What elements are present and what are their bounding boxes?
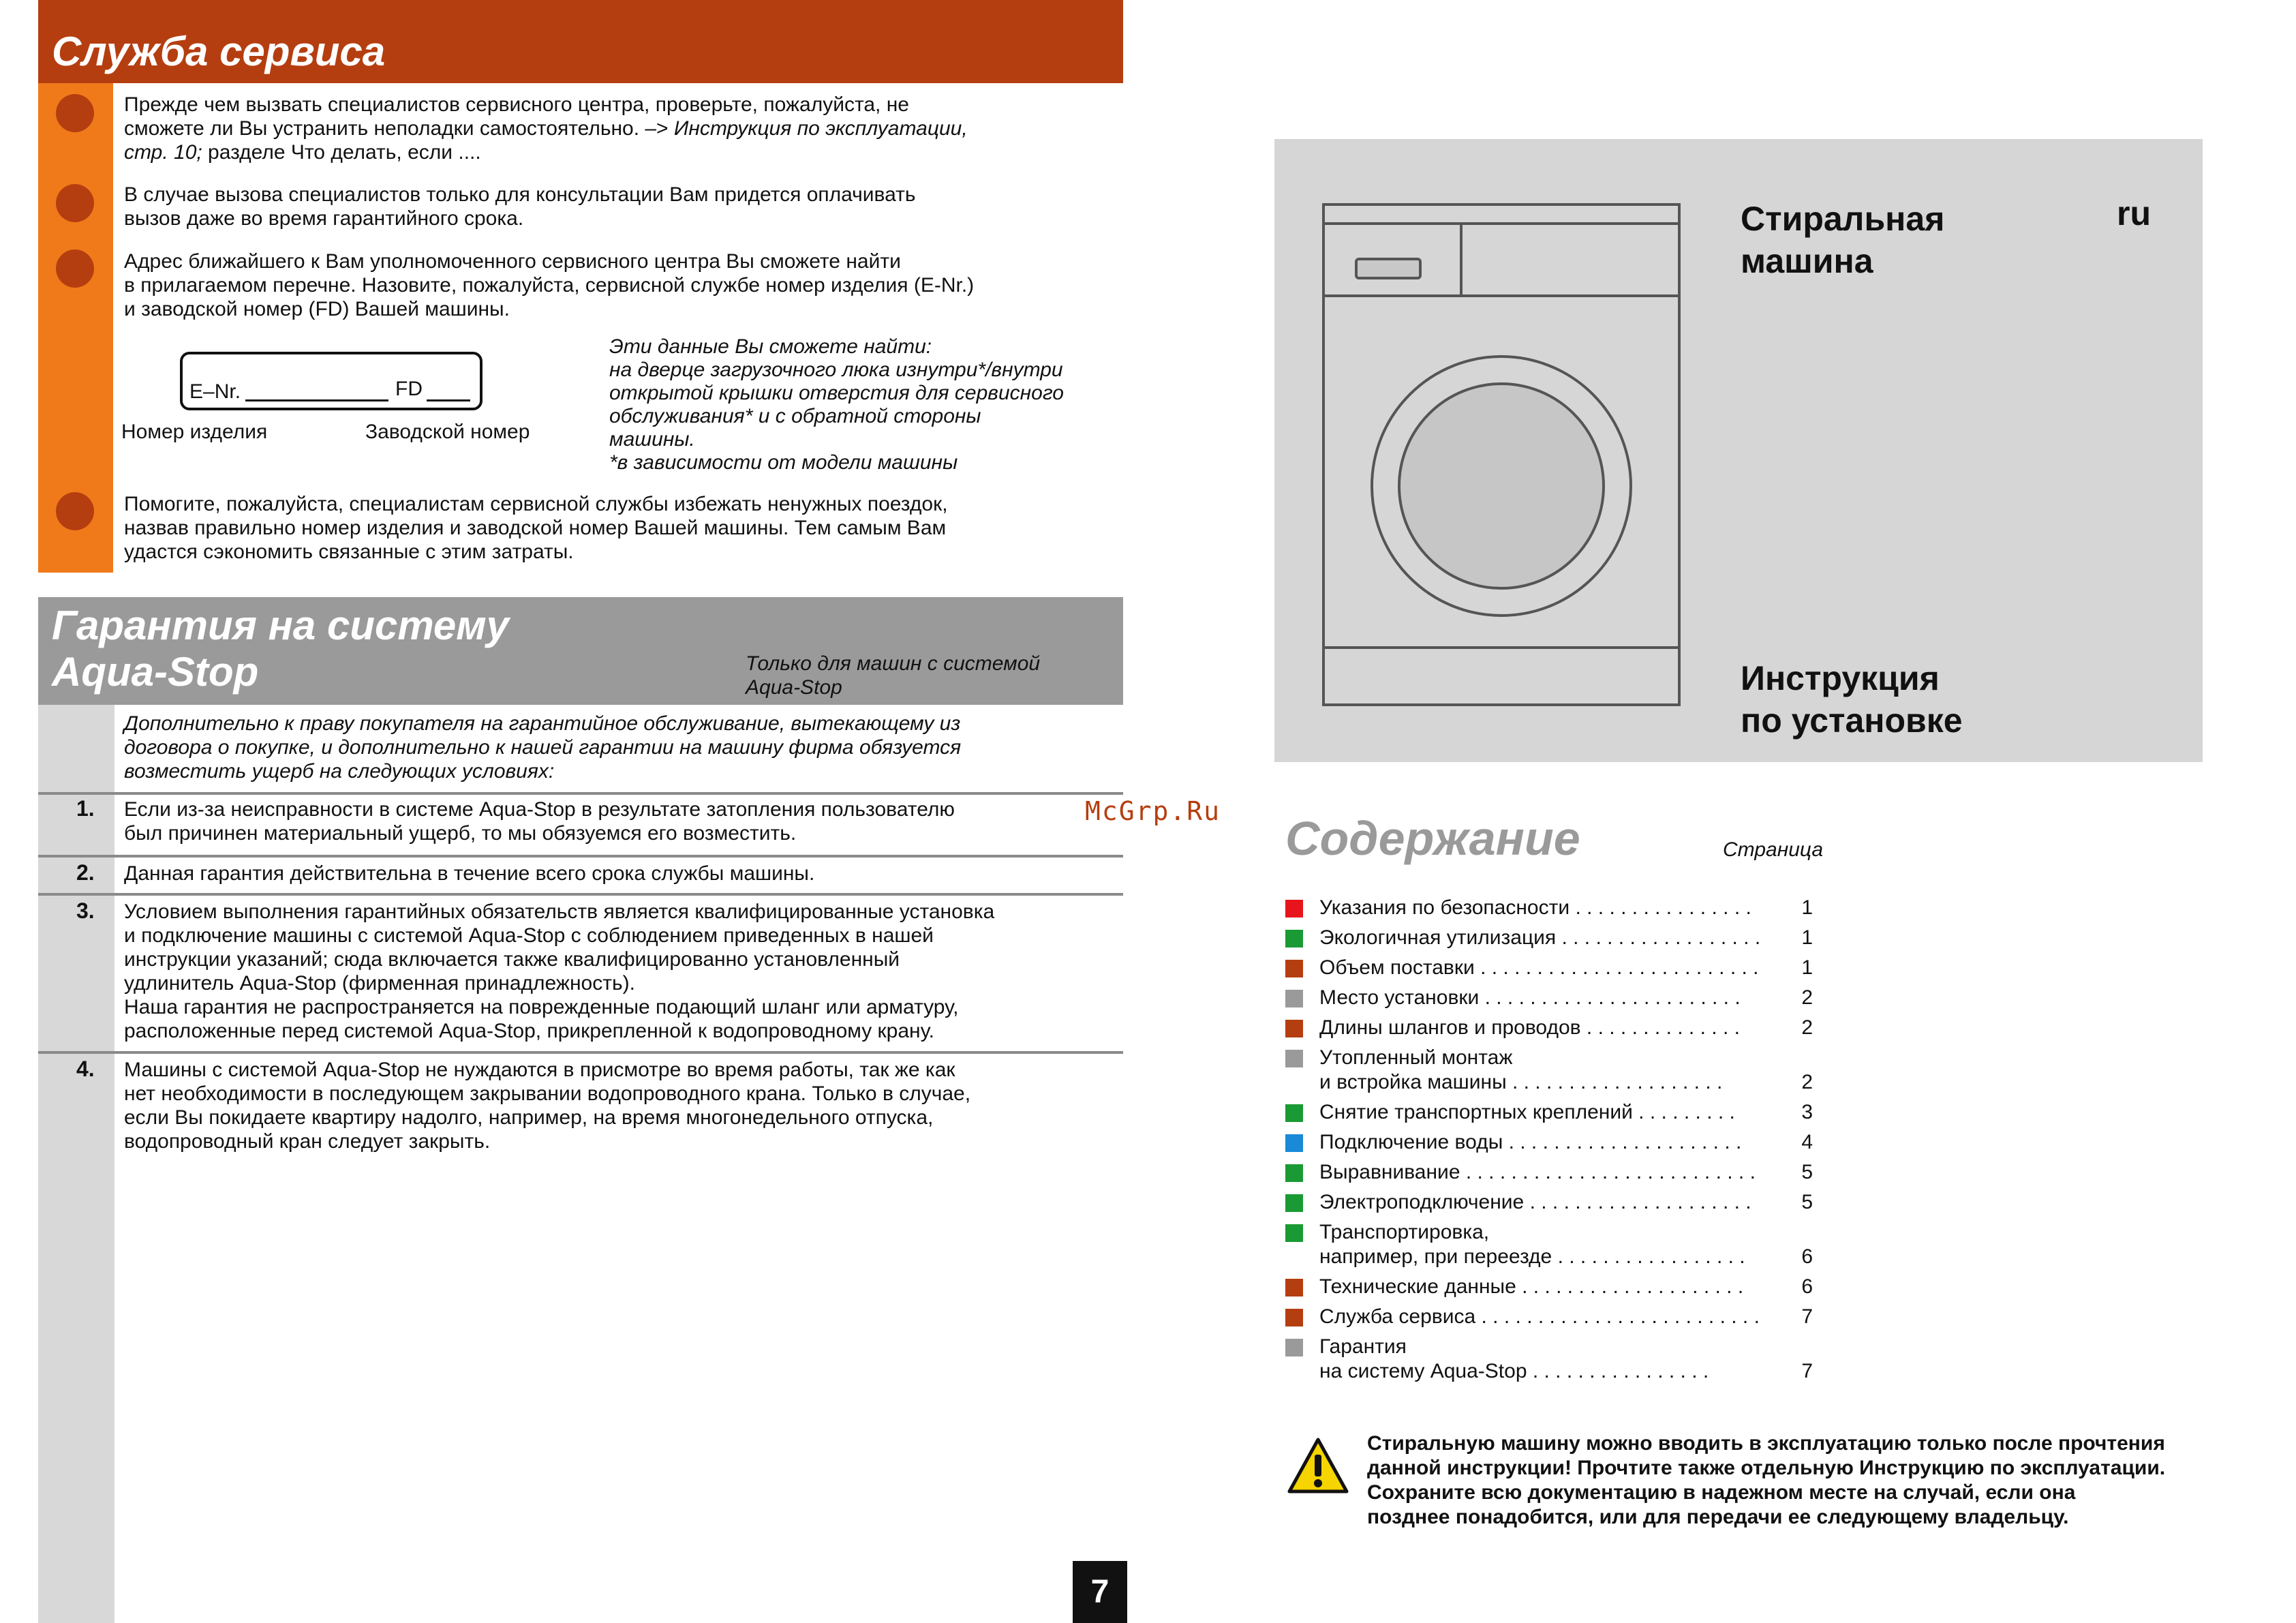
warranty-item-text: Если из-за неисправности в системе Aqua-Stop в результате затопления пользователю был причинен материальный ущерб, то мы обязуемся его возместить.	[124, 798, 955, 845]
warning-text: Стиральную машину можно вводить в эксплуатацию только после прочтения данной инструкции! Прочтите также отдельную Инструкцию по эксплуатации. Сохраните всю документацию в надежном месте на случай, если она позднее понадобится, или для передачи ее следующему владельцу.	[1367, 1432, 2166, 1528]
toc-entry-label[interactable]: Служба сервиса . . . . . . . . . . . . . . . . . . . . . . . . .	[1319, 1305, 1760, 1328]
item-number: 1.	[76, 796, 95, 821]
toc-color-marker	[1285, 990, 1303, 1007]
plate-fd-line	[427, 399, 470, 401]
toc-entry-label[interactable]: Указания по безопасности . . . . . . . . . . . . . . . .	[1319, 896, 1751, 919]
toc-entry-page: 2	[1801, 986, 1813, 1009]
bullet-dot	[56, 249, 94, 288]
toc-color-marker	[1285, 900, 1303, 917]
toc-color-marker	[1285, 1104, 1303, 1122]
toc-entry-page: 6	[1801, 1275, 1813, 1298]
warranty-item-text: Данная гарантия действительна в течение всего срока службы машины.	[124, 862, 815, 885]
toc-entry-page: 5	[1801, 1161, 1813, 1183]
rating-plate	[180, 352, 483, 410]
page-number: 7	[1090, 1574, 1109, 1610]
toc-entry-label[interactable]: Гарантия на систему Aqua-Stop . . . . . . . . . . . . . . . .	[1319, 1335, 1709, 1382]
toc-entry-label[interactable]: Место установки . . . . . . . . . . . . . . . . . . . . . . .	[1319, 986, 1741, 1009]
warranty-subtitle: Только для машин с системой Aqua-Stop	[746, 652, 1041, 699]
plate-fd-label: FD	[395, 378, 423, 400]
toc-color-marker	[1285, 1279, 1303, 1296]
service-paragraph-1: Прежде чем вызвать специалистов сервисного центра, проверьте, пожалуйста, не сможете ли Вы устранить неполадки самостоятельно. –> Инструкция по эксплуатации, стр. 10; разделе Что делать, если ....	[124, 93, 968, 164]
toc-entry-label[interactable]: Транспортировка, например, при переезде . . . . . . . . . . . . . . . . .	[1319, 1221, 1745, 1268]
toc-entry-label[interactable]: Выравнивание . . . . . . . . . . . . . . . . . . . . . . . . . .	[1319, 1161, 1756, 1183]
toc-color-marker	[1285, 1224, 1303, 1242]
service-paragraph-4: Помогите, пожалуйста, специалистам сервисной службы избежать ненужных поездок, назвав правильно номер изделия и заводской номер Вашей машины. Тем самым Вам удастся сэкономить связанные с этим затраты.	[124, 493, 948, 563]
toc-entry-page: 7	[1801, 1305, 1813, 1328]
toc-entry-page: 2	[1801, 1071, 1813, 1093]
toc-color-marker	[1285, 1020, 1303, 1037]
toc-entry-page: 1	[1801, 956, 1813, 979]
item-number: 3.	[76, 898, 95, 923]
toc-color-marker	[1285, 1309, 1303, 1326]
toc-entry-page: 1	[1801, 896, 1813, 919]
watermark: McGrp.Ru	[1085, 796, 1221, 826]
toc-entry-page: 7	[1801, 1360, 1813, 1382]
toc-entry-label[interactable]: Электроподключение . . . . . . . . . . . . . . . . . . . .	[1319, 1191, 1751, 1213]
plate-enr-line	[245, 399, 388, 401]
warranty-item-text: Машины с системой Aqua-Stop не нуждаются в присмотре во время работы, так же как нет необходимости в последующем закрывании водопроводного крана. Только в случае, если Вы покидаете квартиру надолго, например, на время многонедельного отпуска, водопроводный кран следует закрыть.	[124, 1059, 971, 1153]
warning-icon	[1287, 1437, 1349, 1494]
toc-color-marker	[1285, 1194, 1303, 1212]
language-code: ru	[2117, 194, 2151, 232]
bullet-dot	[56, 492, 94, 530]
toc-entry-label[interactable]: Экологичная утилизация . . . . . . . . . . . . . . . . . .	[1319, 926, 1761, 949]
toc-entry-page: 3	[1801, 1101, 1813, 1123]
toc-color-marker	[1285, 1050, 1303, 1067]
toc-entry-label[interactable]: Объем поставки . . . . . . . . . . . . . . . . . . . . . . . . .	[1319, 956, 1759, 979]
bullet-dot	[56, 94, 94, 132]
toc-entry-page: 1	[1801, 926, 1813, 949]
toc-color-marker	[1285, 1134, 1303, 1152]
cover-title: Стиральная машина	[1741, 200, 1945, 280]
plate-enr-label: E–Nr.	[189, 380, 241, 403]
toc-entry-page: 6	[1801, 1245, 1813, 1268]
warranty-item-text: Условием выполнения гарантийных обязательств является квалифицированные установка и подключение машины с системой Aqua-Stop с соблюдением приведенных в нашей инструкции указаний; сюда включается также квалифицированно установленный удлинитель Aqua-Stop (фирменная принадлежность). Наша гарантия не распространяется на поврежденные подающий шланг или арматуру, расположенные перед системой Aqua-Stop, прикрепленной к водопроводному крану.	[124, 900, 995, 1042]
toc-color-marker	[1285, 930, 1303, 947]
service-title: Служба сервиса	[52, 29, 386, 74]
toc-entry-page: 4	[1801, 1131, 1813, 1153]
toc-entry-label[interactable]: Технические данные . . . . . . . . . . . . . . . . . . . .	[1319, 1275, 1744, 1298]
toc-entry-label[interactable]: Снятие транспортных креплений . . . . . . . . .	[1319, 1101, 1735, 1123]
serial-number-label: Заводской номер	[365, 421, 530, 443]
toc-page-label: Страница	[1723, 838, 1824, 861]
cover-subtitle: Инструкция по установке	[1741, 659, 1963, 740]
warranty-title: Гарантия на систему Aqua-Stop	[52, 603, 510, 695]
toc-entry-label[interactable]: Утопленный монтаж и встройка машины . . . . . . . . . . . . . . . . . . .	[1319, 1046, 1723, 1093]
cover-panel	[1274, 139, 2203, 762]
warranty-header	[38, 597, 1123, 705]
toc-title: Содержание	[1285, 812, 1580, 865]
item-number: 2.	[76, 860, 95, 885]
service-paragraph-3: Адрес ближайшего к Вам уполномоченного сервисного центра Вы сможете найти в прилагаемом перечне. Назовите, пожалуйста, сервисной службе номер изделия (E-Nr.) и заводской номер (FD) Вашей машины.	[124, 250, 975, 320]
service-header	[38, 0, 1123, 83]
service-paragraph-2: В случае вызова специалистов только для консультации Вам придется оплачивать вызов даже во время гарантийного срока.	[124, 183, 916, 230]
toc-entry-page: 5	[1801, 1191, 1813, 1213]
toc-color-marker	[1285, 1339, 1303, 1356]
toc-entry-label[interactable]: Длины шлангов и проводов . . . . . . . . . . . . . .	[1319, 1016, 1740, 1039]
warranty-side-bar	[38, 705, 114, 1623]
item-divider	[38, 855, 1123, 858]
toc-color-marker	[1285, 960, 1303, 977]
toc-color-marker	[1285, 1164, 1303, 1182]
item-divider	[38, 1051, 1123, 1054]
item-divider	[38, 893, 1123, 896]
toc-entry-label[interactable]: Подключение воды . . . . . . . . . . . . . . . . . . . . .	[1319, 1131, 1742, 1153]
warranty-intro: Дополнительно к праву покупателя на гарантийное обслуживание, вытекающему из договора о покупке, и дополнительно к нашей гарантии на машину фирма обязуется возместить ущерб на следующих условиях:	[124, 712, 962, 783]
toc-entry-page: 2	[1801, 1016, 1813, 1039]
item-divider	[38, 792, 1123, 795]
find-data-note: Эти данные Вы сможете найти: на дверце загрузочного люка изнутри*/внутри открытой крышки отверстия для сервисного обслуживания* и с обратной стороны машины. *в зависимости от модели машины	[609, 335, 1064, 474]
item-number: 4.	[76, 1057, 95, 1081]
product-number-label: Номер изделия	[121, 421, 268, 443]
washing-machine-illustration	[1321, 202, 1682, 708]
bullet-dot	[56, 184, 94, 222]
page-number-box	[1073, 1561, 1127, 1623]
